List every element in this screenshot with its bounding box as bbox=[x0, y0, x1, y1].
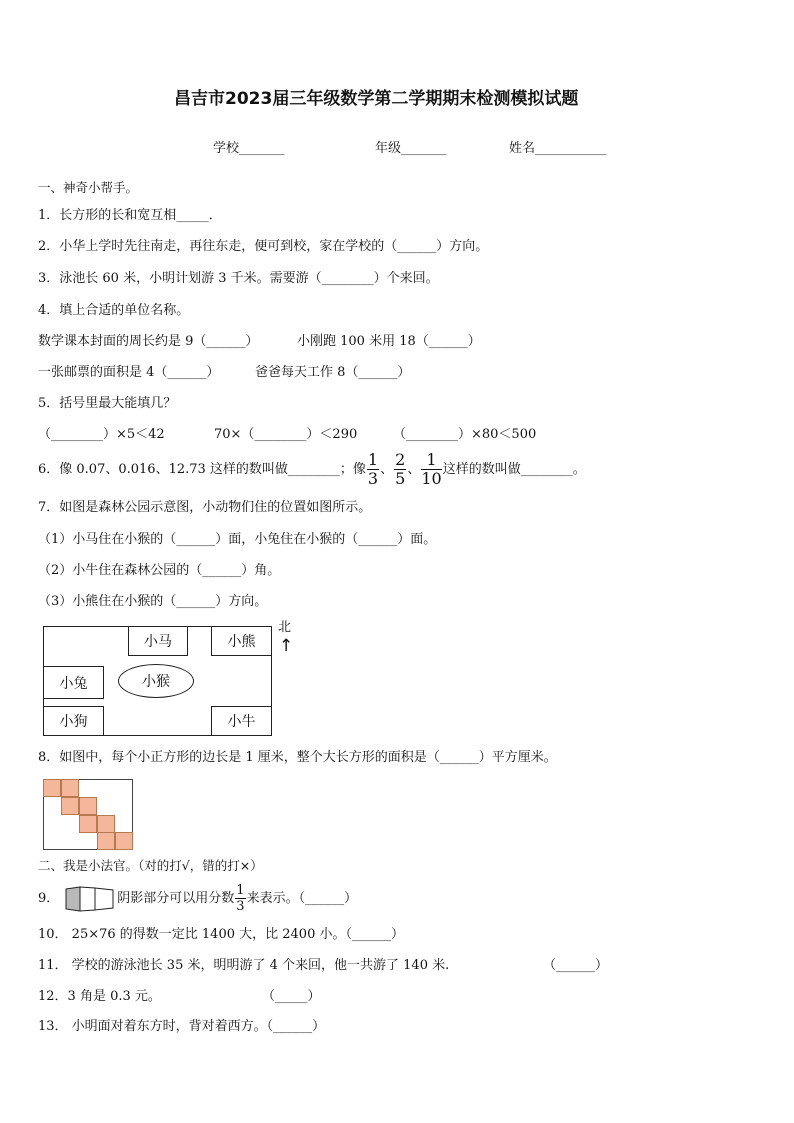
fraction-one-tenth: $\frac{1}{10}$ bbox=[421, 450, 442, 488]
question-7b: （2）小牛住在森林公园的（______）角。 bbox=[38, 563, 281, 578]
fraction-two-fifths: $\frac{2}{5}$ bbox=[395, 450, 406, 488]
north-arrow-icon: ↑ bbox=[279, 636, 294, 656]
grid-cell bbox=[79, 797, 97, 815]
q6-sep-1: 、 bbox=[380, 462, 394, 477]
question-4c: 一张邮票的面积是 4（______） bbox=[38, 365, 220, 380]
question-7c: （3）小熊住在小猴的（______）方向。 bbox=[38, 594, 268, 609]
grid-cell bbox=[115, 832, 133, 850]
question-4: 4．填上合适的单位名称。 bbox=[38, 303, 190, 318]
map-monkey: 小猴 bbox=[118, 664, 194, 698]
question-10: 10． 25×76 的得数一定比 1400 大，比 2400 小。（______） bbox=[38, 927, 404, 942]
question-5a: （________）×5＜42 bbox=[38, 427, 165, 442]
shaded-bar-figure bbox=[65, 886, 115, 912]
question-7: 7．如图是森林公园示意图，小动物们住的位置如图所示。 bbox=[38, 500, 372, 515]
q9-number: 9． bbox=[38, 891, 60, 906]
name-field: 姓名___________ bbox=[509, 141, 607, 156]
question-2: 2．小华上学时先往南走，再往东走，便可到校，家在学校的（______）方向。 bbox=[38, 239, 489, 254]
grid-cell bbox=[43, 779, 61, 797]
map-rabbit: 小兔 bbox=[43, 666, 104, 699]
question-13: 13． 小明面对着东方时，背对着西方。（______） bbox=[38, 1019, 326, 1034]
grid-cell bbox=[61, 779, 79, 797]
map-bear: 小熊 bbox=[211, 626, 272, 656]
question-11: 11． 学校的游泳池长 35 米，明明游了 4 个来回，他一共游了 140 米. bbox=[38, 958, 450, 973]
question-5: 5．括号里最大能填几？ bbox=[38, 396, 177, 411]
question-9 bbox=[38, 884, 357, 913]
question-7a: （1）小马住在小猴的（______）面，小兔住在小猴的（______）面。 bbox=[38, 532, 437, 547]
fraction-one-third-q9: $\frac{1}{3}$ bbox=[236, 883, 245, 914]
question-12: 12．3 角是 0.3 元。 bbox=[38, 989, 161, 1004]
grid-cell bbox=[97, 815, 115, 833]
q6-text-1: 6．像 0.07、0.016、12.73 这样的数叫做________；像 bbox=[38, 462, 366, 477]
grid-cell bbox=[79, 815, 97, 833]
question-12-blank: （_____） bbox=[262, 989, 321, 1004]
grid-cell bbox=[97, 832, 115, 850]
question-11-blank: （______） bbox=[543, 958, 609, 973]
q6-text-2: 这样的数叫做________。 bbox=[442, 462, 586, 477]
map-cow: 小牛 bbox=[211, 706, 272, 736]
north-label: 北 bbox=[278, 620, 292, 635]
question-5c: （________）×80＜500 bbox=[393, 427, 537, 442]
q9-text: 阴影部分可以用分数 bbox=[117, 891, 235, 906]
map-dog: 小狗 bbox=[43, 706, 104, 736]
page-title: 昌吉市2023届三年级数学第二学期期末检测模拟试题 bbox=[174, 89, 579, 109]
fraction-one-third: $\frac{1}{3}$ bbox=[367, 450, 379, 488]
question-8: 8．如图中，每个小正方形的边长是 1 厘米，整个大长方形的面积是（______）平方厘米。 bbox=[38, 750, 557, 765]
grade-field: 年级_______ bbox=[375, 141, 447, 156]
map-horse: 小马 bbox=[128, 626, 188, 656]
question-3: 3．泳池长 60 米，小明计划游 3 千米。需要游（________）个来回。 bbox=[38, 271, 439, 286]
section-1-heading: 一、神奇小帮手。 bbox=[38, 180, 139, 195]
question-4d: 爸爸每天工作 8（______） bbox=[255, 365, 411, 380]
q6-sep-2: 、 bbox=[407, 462, 421, 477]
question-5b: 70×（________）＜290 bbox=[214, 427, 358, 442]
question-4b: 小刚跑 100 米用 18（______） bbox=[297, 334, 481, 349]
question-6 bbox=[38, 452, 586, 487]
school-field: 学校_______ bbox=[213, 141, 285, 156]
question-4a: 数学课本封面的周长约是 9（______） bbox=[38, 334, 259, 349]
q9-tail: 来表示。（______） bbox=[246, 891, 358, 906]
section-2-heading: 二、我是小法官。（对的打√，错的打×） bbox=[38, 858, 263, 873]
question-1: 1．长方形的长和宽互相_____． bbox=[38, 208, 222, 223]
grid-cell bbox=[61, 797, 79, 815]
